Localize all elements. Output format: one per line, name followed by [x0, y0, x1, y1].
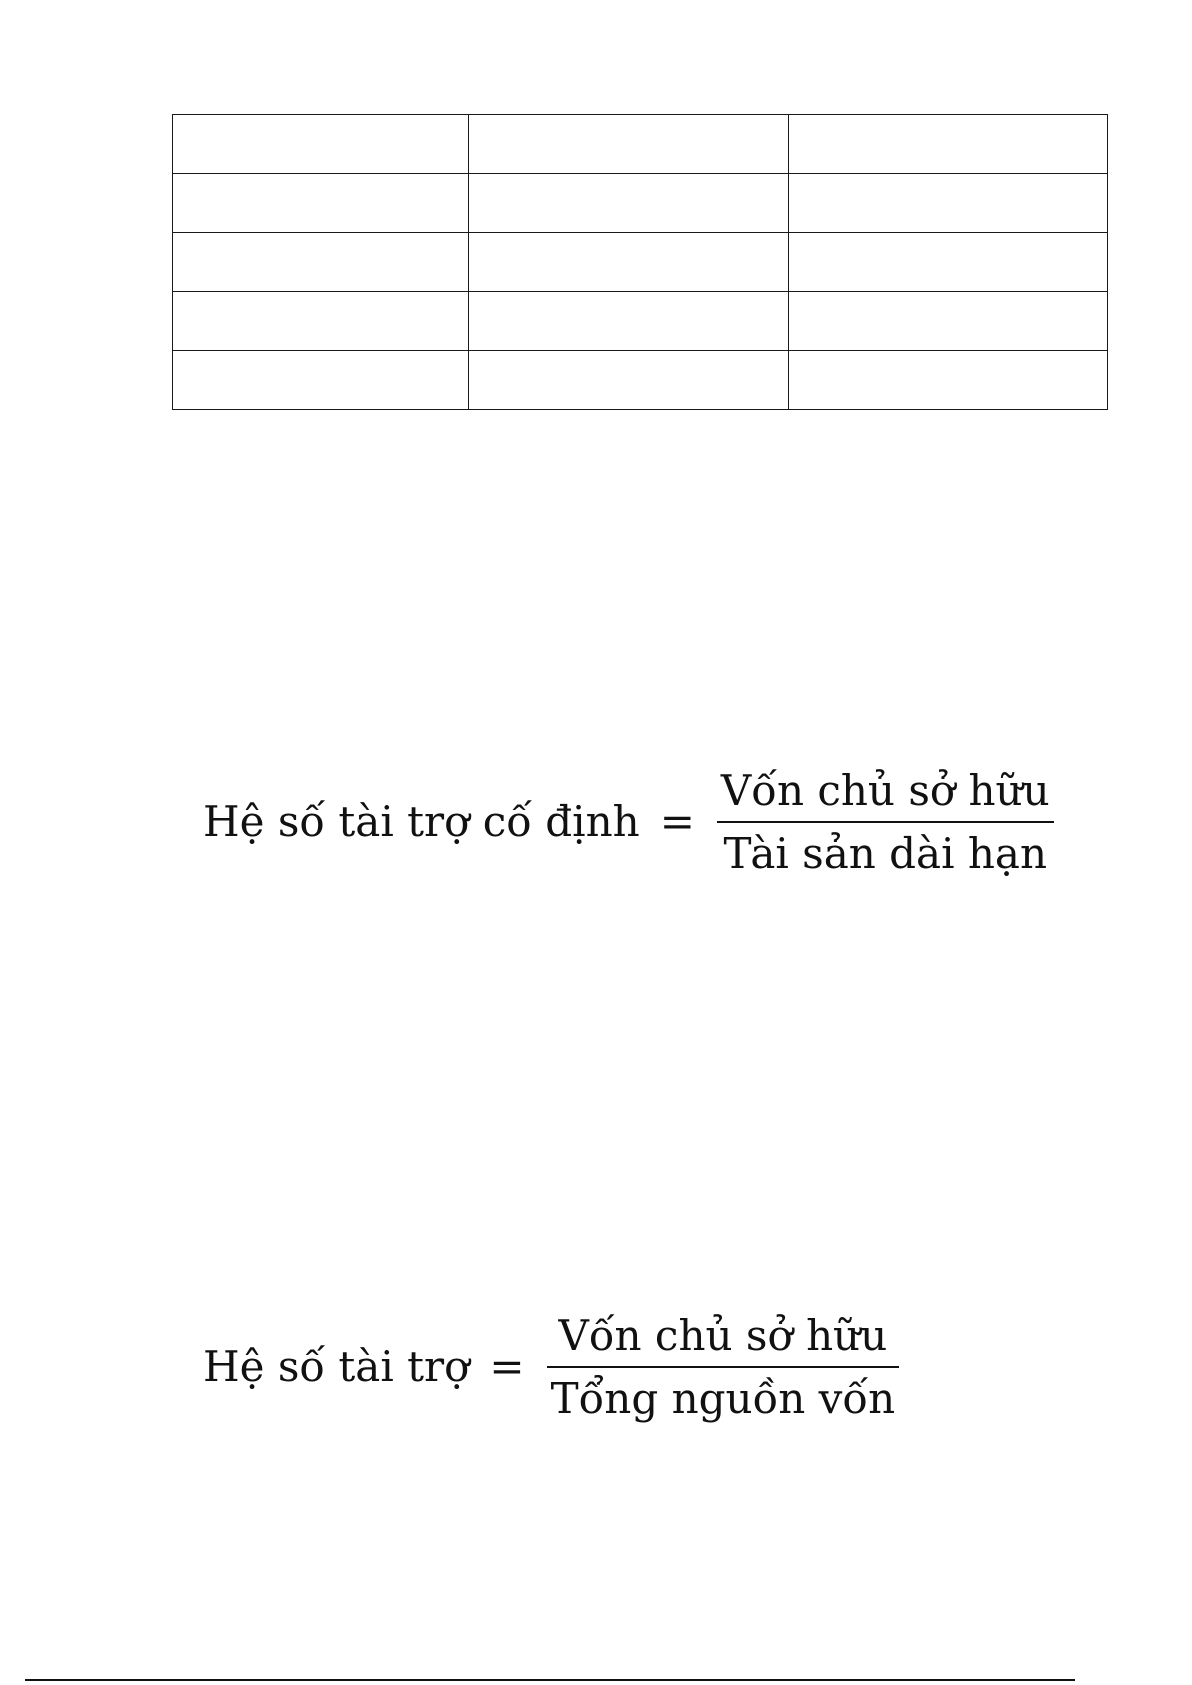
formula-lhs: Hệ số tài trợ cố định [203, 797, 640, 847]
equals-sign: = [489, 1342, 525, 1392]
table-cell [173, 174, 469, 233]
footer-rule [25, 1679, 1075, 1681]
table-cell [789, 115, 1108, 174]
fraction-denominator: Tài sản dài hạn [723, 828, 1048, 878]
table-cell [469, 233, 789, 292]
fraction-numerator: Vốn chủ sở hữu [558, 1311, 888, 1360]
table-cell [469, 174, 789, 233]
fraction-numerator: Vốn chủ sở hữu [720, 766, 1050, 815]
empty-table [172, 114, 1108, 410]
table-row [173, 115, 1108, 174]
table-cell [789, 174, 1108, 233]
table-cell [173, 233, 469, 292]
table-cell [173, 351, 469, 410]
table-cell [469, 115, 789, 174]
table-cell [173, 115, 469, 174]
formula-lhs: Hệ số tài trợ [203, 1342, 470, 1392]
table-row [173, 351, 1108, 410]
fraction [547, 1311, 900, 1423]
table-row [173, 174, 1108, 233]
table-cell [173, 292, 469, 351]
table-cell [789, 233, 1108, 292]
table-row [173, 233, 1108, 292]
table-cell [469, 351, 789, 410]
table-cell [789, 351, 1108, 410]
table-cell [789, 292, 1108, 351]
table-row [173, 292, 1108, 351]
fraction-denominator: Tổng nguồn vốn [550, 1373, 896, 1423]
fraction [717, 766, 1054, 878]
fixed-financing-ratio-formula [203, 766, 1054, 878]
table-body [173, 115, 1108, 410]
financing-ratio-formula [203, 1311, 899, 1423]
table-cell [469, 292, 789, 351]
equals-sign: = [659, 797, 695, 847]
